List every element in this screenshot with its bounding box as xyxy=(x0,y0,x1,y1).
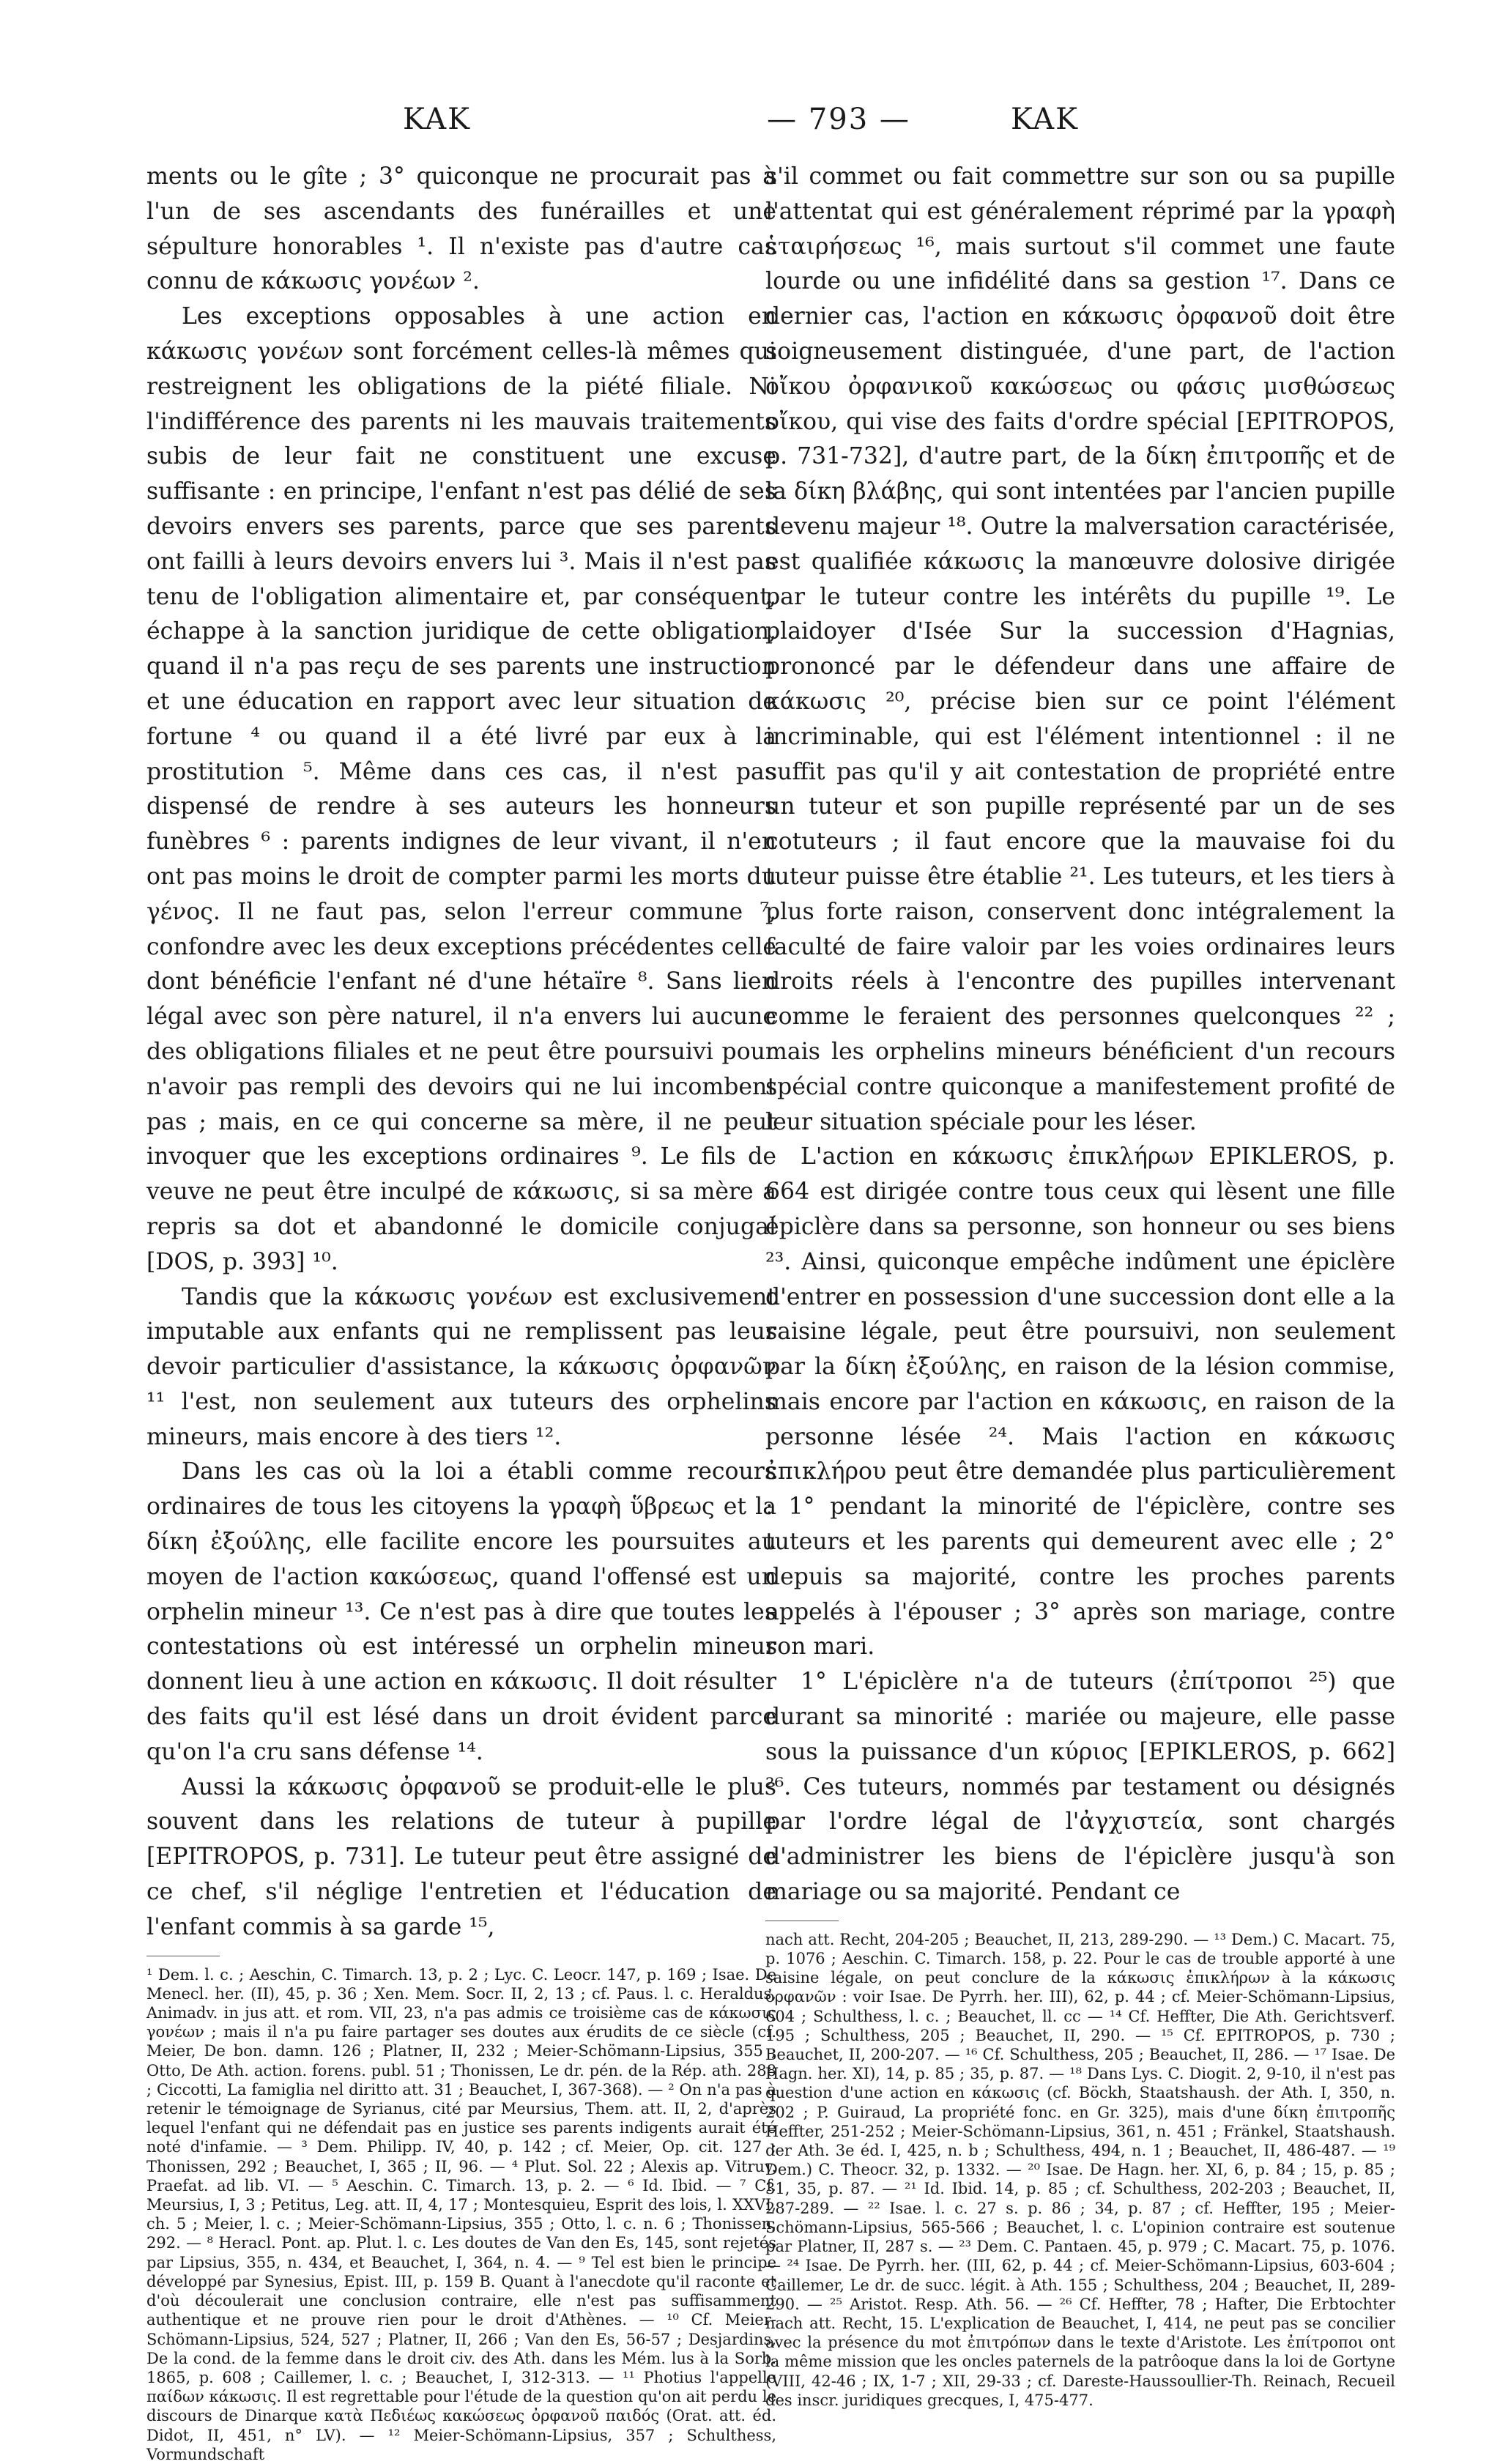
paragraph: Dans les cas où la loi a établi comme recours ordinaires de tous les citoyens la γραφὴ ὕβρεως et la δίκη ἐξούλης, elle facilite encore les poursuites au moyen de l'action κακώσεως, quand l'offensé est un orphelin mineur ¹³. Ce n'est pas à dire que toutes les contestations où est intéressé un orphelin mineur donnent lieu à une action en κάκωσις. Il doit résulter des faits qu'il est lésé dans un droit évident parce qu'on l'a cru sans défense ¹⁴. xyxy=(146,1458,776,1765)
header-right: KAK xyxy=(1011,103,1080,136)
paragraph: Aussi la κάκωσις ὀρφανοῦ se produit-elle le plus souvent dans les relations de tuteur à pupille [EPITROPOS, p. 731]. Le tuteur peut être assigné de ce chef, s'il néglige l'entretien et l'éducation de l'enfant commis à sa garde ¹⁵, xyxy=(146,1773,776,1940)
left-column xyxy=(146,160,776,2464)
paragraph: L'action en κάκωσις ἐπικλήρων EPIKLEROS, p. 664 est dirigée contre tous ceux qui lèsent une fille épiclère dans sa personne, son honneur ou ses biens ²³. Ainsi, quiconque empêche indûment une épiclère d'entrer en possession d'une succession dont elle a la saisine légale, peut être poursuivi, non seulement par la δίκη ἐξούλης, en raison de la lésion commise, mais encore par l'action en κάκωσις, en raison de la personne lésée ²⁴. Mais l'action en κάκωσις ἐπικλήρου peut être demandée plus particulièrement : 1° pendant la minorité de l'épiclère, contre ses tuteurs et les parents qui demeurent avec elle ; 2° depuis sa majorité, contre les proches parents appelés à l'épouser ; 3° après son mariage, contre son mari. xyxy=(765,1143,1395,1660)
running-head xyxy=(154,103,1500,146)
paragraph: ments ou le gîte ; 3° quiconque ne procurait pas à l'un de ses ascendants des funérailles et une sépulture honorables ¹. Il n'existe pas d'autre cas connu de κάκωσις γονέων ². xyxy=(146,163,776,295)
page-number: — 793 — xyxy=(767,103,910,136)
right-column xyxy=(765,160,1395,2410)
right-footnotes xyxy=(765,1930,1395,2410)
footnote-block: nach att. Recht, 204-205 ; Beauchet, II, 213, 289-290. — ¹³ Dem.) C. Macart. 75, p. 1076 ; Aeschin. C. Timarch. 158, p. 22. Pour le cas de trouble apporté à une saisine légale, on peut conclure de la κάκωσις ἐπικλήρων à la κάκωσις ὀρφανῶν : voir Isae. De Pyrrh. her. III), 62, p. 44 ; cf. Meier-Schömann-Lipsius, 604 ; Schulthess, l. c. ; Beauchet, ll. cc — ¹⁴ Cf. Heffter, Die Ath. Gerichtsverf. 195 ; Schulthess, 205 ; Beauchet, II, 290. — ¹⁵ Cf. EPITROPOS, p. 730 ; Beauchet, II, 200-207. — ¹⁶ Cf. Schulthess, 205 ; Beauchet, II, 286. — ¹⁷ Isae. De Hagn. her. XI), 14, p. 85 ; 35, p. 87. — ¹⁸ Dans Lys. C. Diogit. 2, 9-10, il n'est pas question d'une action en κάκωσις (cf. Böckh, Staatshaush. der Ath. I, 350, n. 202 ; P. Guiraud, La propriété fonc. en Gr. 325), mais d'une δίκη ἐπιτροπῆς Heffter, 251-252 ; Meier-Schömann-Lipsius, 361, n. 451 ; Fränkel, Staatshaush. der Ath. 3e éd. I, 425, n. b ; Schulthess, 494, n. 1 ; Beauchet, II, 486-487. — ¹⁹ Dem.) C. Theocr. 32, p. 1332. — ²⁰ Isae. De Hagn. her. XI, 6, p. 84 ; 15, p. 85 ; 31, 35, p. 87. — ²¹ Id. Ibid. 14, p. 85 ; cf. Schulthess, 202-203 ; Beauchet, II, 287-289. — ²² Isae. l. c. 27 s. p. 86 ; 34, p. 87 ; cf. Heffter, 195 ; Meier-Schömann-Lipsius, 565-566 ; Beauchet, l. c. L'opinion contraire est soutenue par Platner, II, 287 s. — ²³ Dem. C. Pantaen. 45, p. 979 ; C. Macart. 75, p. 1076. — ²⁴ Isae. De Pyrrh. her. (III, 62, p. 44 ; cf. Meier-Schömann-Lipsius, 603-604 ; Caillemer, Le dr. de succ. légit. à Ath. 155 ; Schulthess, 204 ; Beauchet, II, 289-290. — ²⁵ Aristot. Resp. Ath. 56. — ²⁶ Cf. Heffter, 78 ; Hafter, Die Erbtochter nach att. Recht, 15. L'explication de Beauchet, I, 414, ne peut pas se concilier avec la présence du mot ἐπιτρόπων dans le texte d'Aristote. Les ἐπίτροποι ont la même mission que les oncles paternels de la patrôoque dans la loi de Gortyne (VIII, 42-46 ; IX, 1-7 ; XII, 29-33 ; cf. Dareste-Haussoullier-Th. Reinach, Recueil des inscr. juridiques grecques, I, 475-477. xyxy=(765,1930,1395,2409)
left-body xyxy=(146,160,776,1945)
right-body xyxy=(765,160,1395,1910)
paragraph: 1° L'épiclère n'a de tuteurs (ἐπίτροποι ²⁵) que durant sa minorité : mariée ou majeure, elle passe sous la puissance d'un κύριος [EPIKLEROS, p. 662] ²⁶. Ces tuteurs, nommés par testament ou désignés par l'ordre légal de l'ἀγχιστεία, sont chargés d'administrer les biens de l'épiclère jusqu'à son mariage ou sa majorité. Pendant ce xyxy=(765,1669,1395,1906)
paragraph: s'il commet ou fait commettre sur son ou sa pupille l'attentat qui est généralement réprimé par la γραφὴ ἑταιρήσεως ¹⁶, mais surtout s'il commet une faute lourde ou une infidélité dans sa gestion ¹⁷. Dans ce dernier cas, l'action en κάκωσις ὀρφανοῦ doit être soigneusement distinguée, d'une part, de l'action οἴκου ὀρφανικοῦ κακώσεως ou φάσις μισθώσεως οἴκου, qui vise des faits d'ordre spécial [EPITROPOS, p. 731-732], d'autre part, de la δίκη ἐπιτροπῆς et de la δίκη βλάβης, qui sont intentées par l'ancien pupille devenu majeur ¹⁸. Outre la malversation caractérisée, est qualifiée κάκωσις la manœuvre dolosive dirigée par le tuteur contre les intérêts du pupille ¹⁹. Le plaidoyer d'Isée Sur la succession d'Hagnias, prononcé par le défendeur dans une affaire de κάκωσις ²⁰, précise bien sur ce point l'élément incriminable, qui est l'élément intentionnel : il ne suffit pas qu'il y ait contestation de propriété entre un tuteur et son pupille représenté par un de ses cotuteurs ; il faut encore que la mauvaise foi du tuteur puisse être établie ²¹. Les tuteurs, et les tiers à plus forte raison, conservent donc intégralement la faculté de faire valoir par les voies ordinaires leurs droits réels à l'encontre des pupilles intervenant comme le feraient des personnes quelconques ²² ; mais les orphelins mineurs bénéficient d'un recours spécial contre quiconque a manifestement profité de leur situation spéciale pour les léser. xyxy=(765,163,1395,1135)
paragraph: Tandis que la κάκωσις γονέων est exclusivement imputable aux enfants qui ne remplissent pas leur devoir particulier d'assistance, la κάκωσις ὀρφανῶν ¹¹ l'est, non seulement aux tuteurs des orphelins mineurs, mais encore à des tiers ¹². xyxy=(146,1283,776,1450)
header-left: KAK xyxy=(403,103,472,136)
footnote-block: ¹ Dem. l. c. ; Aeschin, C. Timarch. 13, p. 2 ; Lyc. C. Leocr. 147, p. 169 ; Isae. De Menecl. her. (II), 45, p. 36 ; Xen. Mem. Socr. II, 2, 13 ; cf. Paus. l. c. Heraldus, Animadv. in jus att. et rom. VII, 23, n'a pas admis ce troisième cas de κάκωσις γονέων ; mais il n'a pu faire partager ses doutes aux érudits de ce siècle (cf. Meier, De bon. damn. 126 ; Platner, II, 232 ; Meier-Schömann-Lipsius, 355 ; Otto, De Ath. action. forens. publ. 51 ; Thonissen, Le dr. pén. de la Rép. ath. 288 ; Ciccotti, La famiglia nel diritto att. 31 ; Beauchet, I, 367-368). — ² On n'a pas à retenir le témoignage de Syrianus, cité par Meursius, Them. att. II, 2, d'après lequel l'enfant qui ne défendait pas en justice ses parents indigents aurait été noté d'infamie. — ³ Dem. Philipp. IV, 40, p. 142 ; cf. Meier, Op. cit. 127 ; Thonissen, 292 ; Beauchet, I, 365 ; II, 96. — ⁴ Plut. Sol. 22 ; Alexis ap. Vitruv. Praefat. ad lib. VI. — ⁵ Aeschin. C. Timarch. 13, p. 2. — ⁶ Id. Ibid. — ⁷ Cf. Meursius, I, 3 ; Petitus, Leg. att. II, 4, 17 ; Montesquieu, Esprit des lois, l. XXVI, ch. 5 ; Meier, l. c. ; Meier-Schömann-Lipsius, 355 ; Otto, l. c. n. 6 ; Thonissen, 292. — ⁸ Heracl. Pont. ap. Plut. l. c. Les doutes de Van den Es, 145, sont rejetés par Lipsius, 355, n. 434, et Beauchet, I, 364, n. 4. — ⁹ Tel est bien le principe développé par Synesius, Epist. III, p. 159 B. Quant à l'anecdote qu'il raconte et d'où découlerait une conclusion contraire, elle n'est pas suffisamment authentique et ne prouve rien pour le droit d'Athènes. — ¹⁰ Cf. Meier-Schömann-Lipsius, 524, 527 ; Platner, II, 266 ; Van den Es, 56-57 ; Desjardins, De la cond. de la femme dans le droit civ. des Ath. dans les Mém. lus à la Sorb. 1865, p. 608 ; Caillemer, l. c. ; Beauchet, I, 312-313. — ¹¹ Photius l'appelle παίδων κάκωσις. Il est regrettable pour l'étude de la question qu'on ait perdu le discours de Dinarque κατὰ Πεδιέως κακώσεως ὀρφανοῦ παιδός (Orat. att. éd. Didot, II, 451, n° LV). — ¹² Meier-Schömann-Lipsius, 357 ; Schulthess, Vormundschaft xyxy=(146,1965,776,2463)
paragraph: Les exceptions opposables à une action en κάκωσις γονέων sont forcément celles-là mêmes qui restreignent les obligations de la piété filiale. Ni l'indifférence des parents ni les mauvais traitements subis de leur fait ne constituent une excuse suffisante : en principe, l'enfant n'est pas délié de ses devoirs envers ses parents, parce que ses parents ont failli à leurs devoirs envers lui ³. Mais il n'est pas tenu de l'obligation alimentaire et, par conséquent, échappe à la sanction juridique de cette obligation, quand il n'a pas reçu de ses parents une instruction et une éducation en rapport avec leur situation de fortune ⁴ ou quand il a été livré par eux à la prostitution ⁵. Même dans ces cas, il n'est pas dispensé de rendre à ses auteurs les honneurs funèbres ⁶ : parents indignes de leur vivant, il n'en ont pas moins le droit de compter parmi les morts du γένος. Il ne faut pas, selon l'erreur commune ⁷, confondre avec les deux exceptions précédentes celle dont bénéficie l'enfant né d'une hétaïre ⁸. Sans lien légal avec son père naturel, il n'a envers lui aucune des obligations filiales et ne peut être poursuivi pour n'avoir pas rempli des devoirs qui ne lui incombent pas ; mais, en ce qui concerne sa mère, il ne peut invoquer que les exceptions ordinaires ⁹. Le fils de veuve ne peut être inculpé de κάκωσις, si sa mère a repris sa dot et abandonné le domicile conjugal [DOS, p. 393] ¹⁰. xyxy=(146,303,776,1275)
left-footnotes xyxy=(146,1965,776,2464)
